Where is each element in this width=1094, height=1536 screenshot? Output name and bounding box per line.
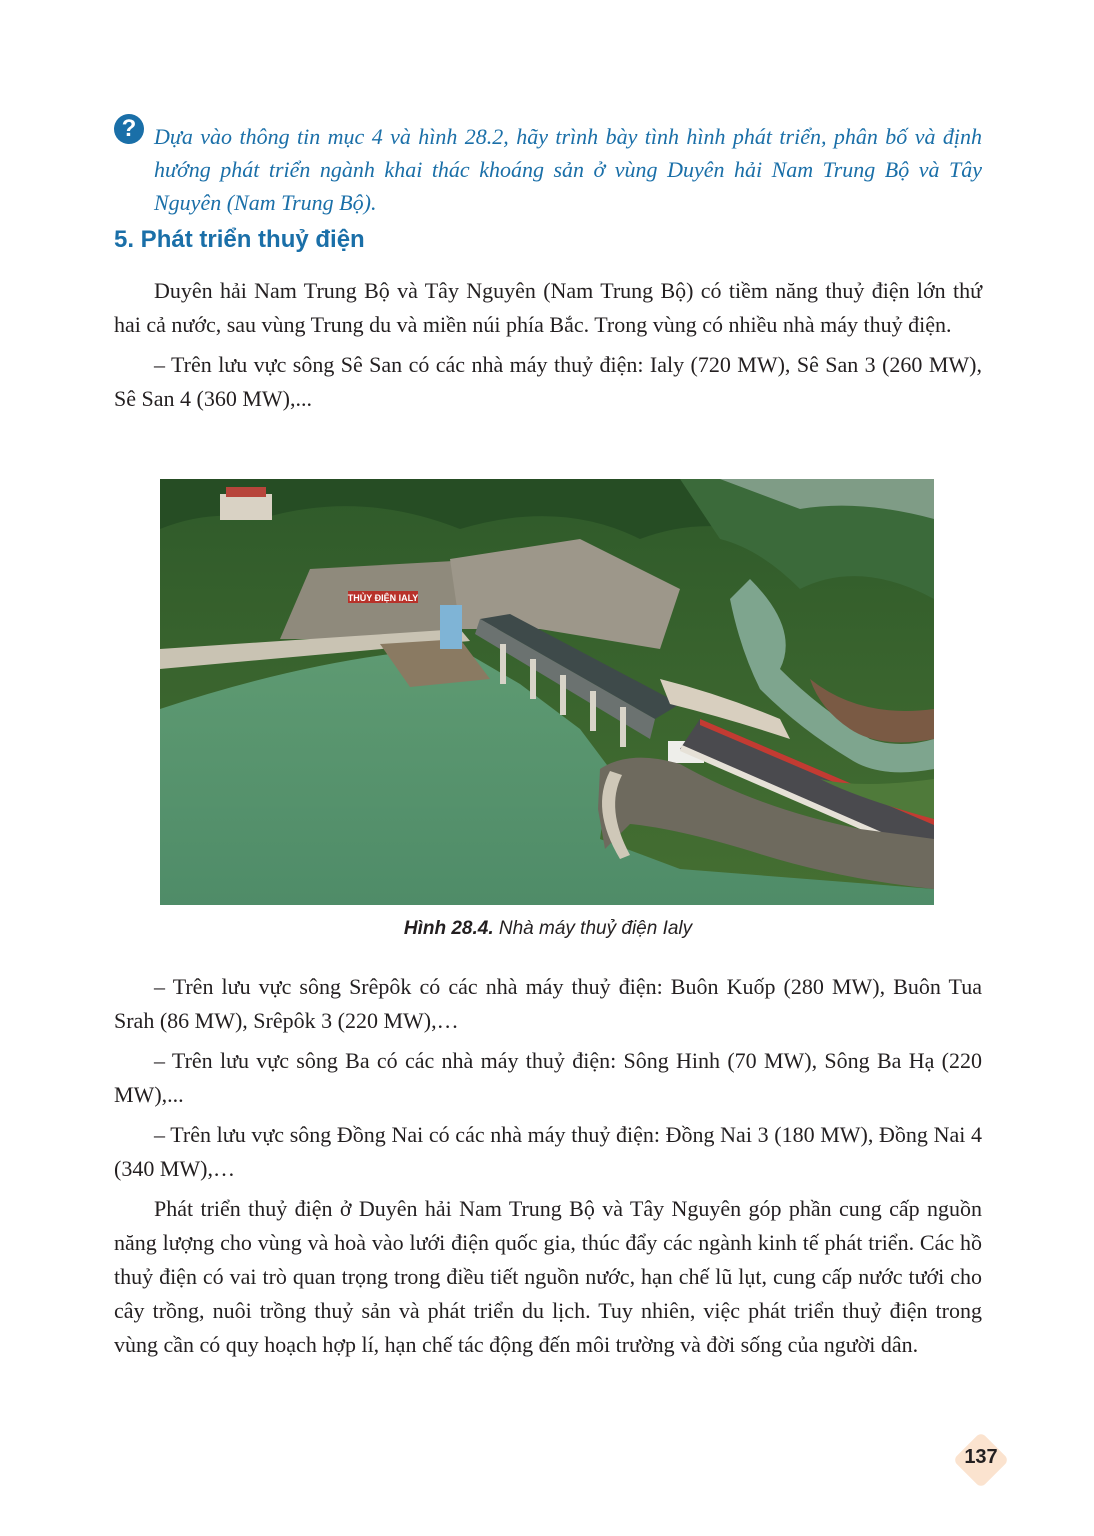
page-number: 137 — [964, 1446, 998, 1468]
section-heading: 5. Phát triển thuỷ điện — [114, 226, 365, 253]
item-srepok: – Trên lưu vực sông Srêpôk có các nhà máy thuỷ điện: Buôn Kuốp (280 MW), Buôn Tua Srah (86 MW), Srêpôk 3 (220 MW),… — [114, 974, 982, 1033]
dam-sign-text: THỦY ĐIỆN IALY — [347, 593, 419, 603]
caption-text: Nhà máy thuỷ điện Ialy — [498, 918, 693, 939]
item-se-san: – Trên lưu vực sông Sê San có các nhà máy thuỷ điện: Ialy (720 MW), Sê San 3 (260 MW), Sê San 4 (360 MW),... — [114, 352, 982, 411]
dam-photo — [160, 479, 934, 905]
items-block — [114, 970, 982, 1362]
item-dong-nai: – Trên lưu vực sông Đồng Nai có các nhà máy thuỷ điện: Đồng Nai 3 (180 MW), Đồng Nai 4 (340 MW),… — [114, 1122, 982, 1181]
figure-caption — [114, 918, 982, 940]
question-block — [114, 114, 982, 219]
item-song-ba: – Trên lưu vực sông Ba có các nhà máy thuỷ điện: Sông Hinh (70 MW), Sông Ba Hạ (220 MW),... — [114, 1048, 982, 1107]
page-number-badge — [952, 1434, 1010, 1486]
intro-block — [114, 274, 982, 416]
conclusion-paragraph: Phát triển thuỷ điện ở Duyên hải Nam Trung Bộ và Tây Nguyên góp phần cung cấp nguồn năng lượng cho vùng và hoà vào lưới điện quốc gia, thúc đẩy các ngành kinh tế phát triển. Các hồ thuỷ điện có vai trò quan trọng trong điều tiết nguồn nước, hạn chế lũ lụt, cung cấp nước tưới cho cây trồng, nuôi trồng thuỷ sản và phát triển du lịch. Tuy nhiên, việc phát triển thuỷ điện trong vùng cần có quy hoạch hợp lí, hạn chế tác động đến môi trường và đời sống của người dân. — [114, 1196, 982, 1357]
question-icon: ? — [114, 114, 144, 144]
question-text: Dựa vào thông tin mục 4 và hình 28.2, hãy trình bày tình hình phát triển, phân bố và định hướng phát triển ngành khai thác khoáng sản ở vùng Duyên hải Nam Trung Bộ và Tây Nguyên (Nam Trung Bộ). — [154, 124, 982, 215]
intro-paragraph: Duyên hải Nam Trung Bộ và Tây Nguyên (Nam Trung Bộ) có tiềm năng thuỷ điện lớn thứ hai cả nước, sau vùng Trung du và miền núi phía Bắc. Trong vùng có nhiều nhà máy thuỷ điện. — [114, 278, 982, 337]
caption-label: Hình 28.4. — [403, 918, 494, 939]
